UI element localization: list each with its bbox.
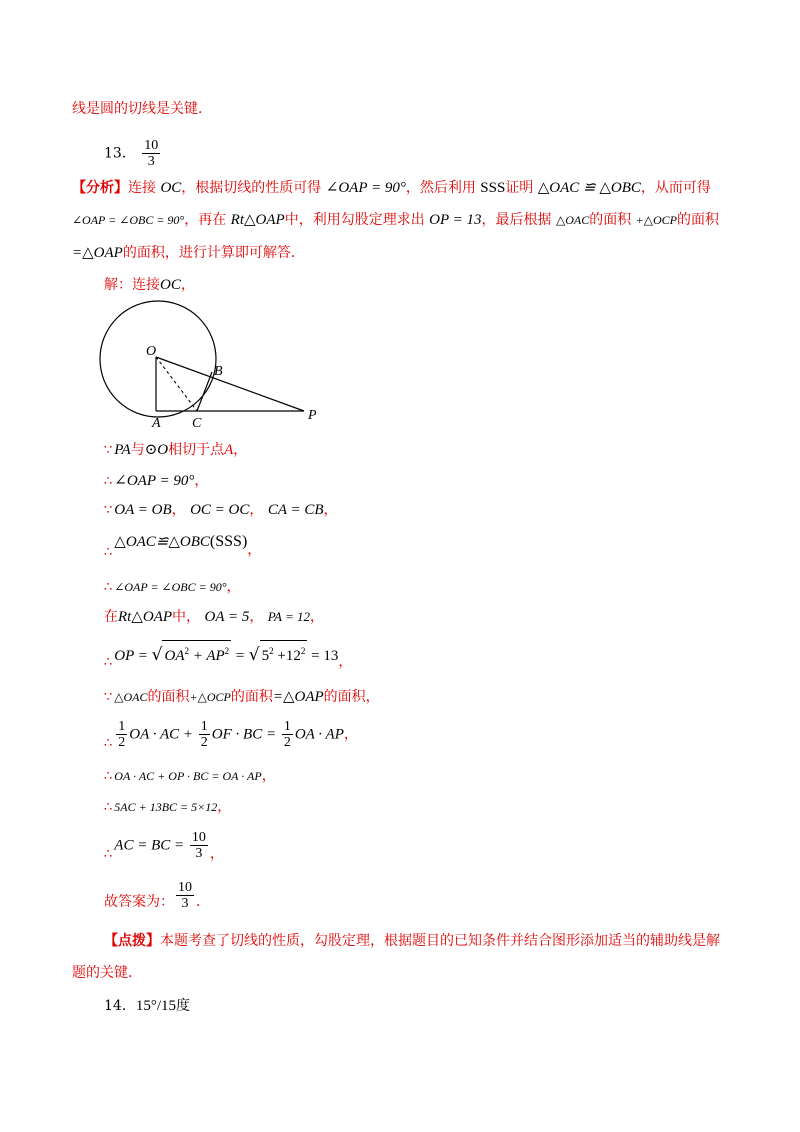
step-pythagoras: ∴ OP = √ $OA^2 + AP^2$ = √ $5^2 +12^2 = 13$，: [104, 640, 352, 667]
segment-op: [156, 357, 304, 411]
question-number: 13．: [104, 145, 136, 162]
analysis-line-2: ∠OAP = ∠OBC = 90°，再在 Rt△OAP中，利用勾股定理求出 OP = 13，最后根据 △OAC的面积 +△OCP的面积: [72, 212, 719, 228]
step-area-equation: ∴ $\frac{1}{2}$ OA · AC + $\frac{1}{2}$ OF · BC = $\frac{1}{2}$ OA · AP，: [104, 719, 358, 751]
solution-intro: 解：连接OC，: [104, 277, 195, 293]
label-o: O: [146, 344, 157, 359]
question-number: 14．: [104, 998, 136, 1014]
label-a: A: [152, 416, 161, 431]
step-right-angle: ∴ ∠OAP = 90°，: [104, 473, 209, 489]
step-result: ∴AC = BC = $\frac{10}{3}$ ，: [104, 830, 224, 862]
step-given-lengths: 在Rt△OAP中， OA = 5， PA = 12，: [104, 609, 325, 625]
previous-solution-tail: 线是圆的切线是关键．: [72, 101, 212, 117]
final-answer: 故答案为： $\frac{10}{3}$ ．: [104, 880, 210, 911]
label-p: P: [308, 408, 317, 423]
step-equal-sides: ∵ OA = OB， OC = OC， CA = CB，: [104, 502, 338, 518]
label-c: C: [192, 416, 202, 431]
analysis-label: 【分析】: [72, 180, 128, 196]
analysis-line-3: =△OAP的面积，进行计算即可解答．: [72, 245, 305, 261]
question-13-answer: [104, 138, 162, 169]
step-congruent: ∴△OAC≌△OBC(SSS)，: [104, 533, 262, 560]
step-tangent: ∵ PA与⊙O相切于点A，: [104, 442, 248, 458]
analysis-line-1: 【分析】连接 OC，根据切线的性质可得 ∠OAP = 90°，然后利用 SSS证明 △OAC ≌ △OBC，从而可得: [72, 180, 711, 196]
segment-cb: [197, 372, 212, 411]
step-simplified: ∴ OA · AC + OP · BC = OA · AP，: [104, 768, 276, 784]
geometry-figure: [94, 300, 334, 432]
step-substituted: ∴ 5AC + 13BC = 5×12，: [104, 799, 232, 815]
step-area-relation: ∵ △OAC的面积+△OCP的面积=△OAP的面积，: [104, 689, 380, 705]
question-14-answer: 14．15°/15度: [104, 998, 190, 1014]
step-angle-equal: ∴ ∠OAP = ∠OBC = 90°，: [104, 579, 241, 595]
comment-line-1: 【点拨】本题考查了切线的性质，勾股定理，根据题目的已知条件并结合图形添加适当的辅助线是解: [104, 933, 720, 949]
comment-label: 【点拨】: [104, 933, 160, 949]
comment-line-2: 题的关键．: [72, 965, 142, 981]
answer-fraction: $\frac{10}{3}$: [144, 138, 159, 169]
label-b: B: [214, 364, 223, 379]
